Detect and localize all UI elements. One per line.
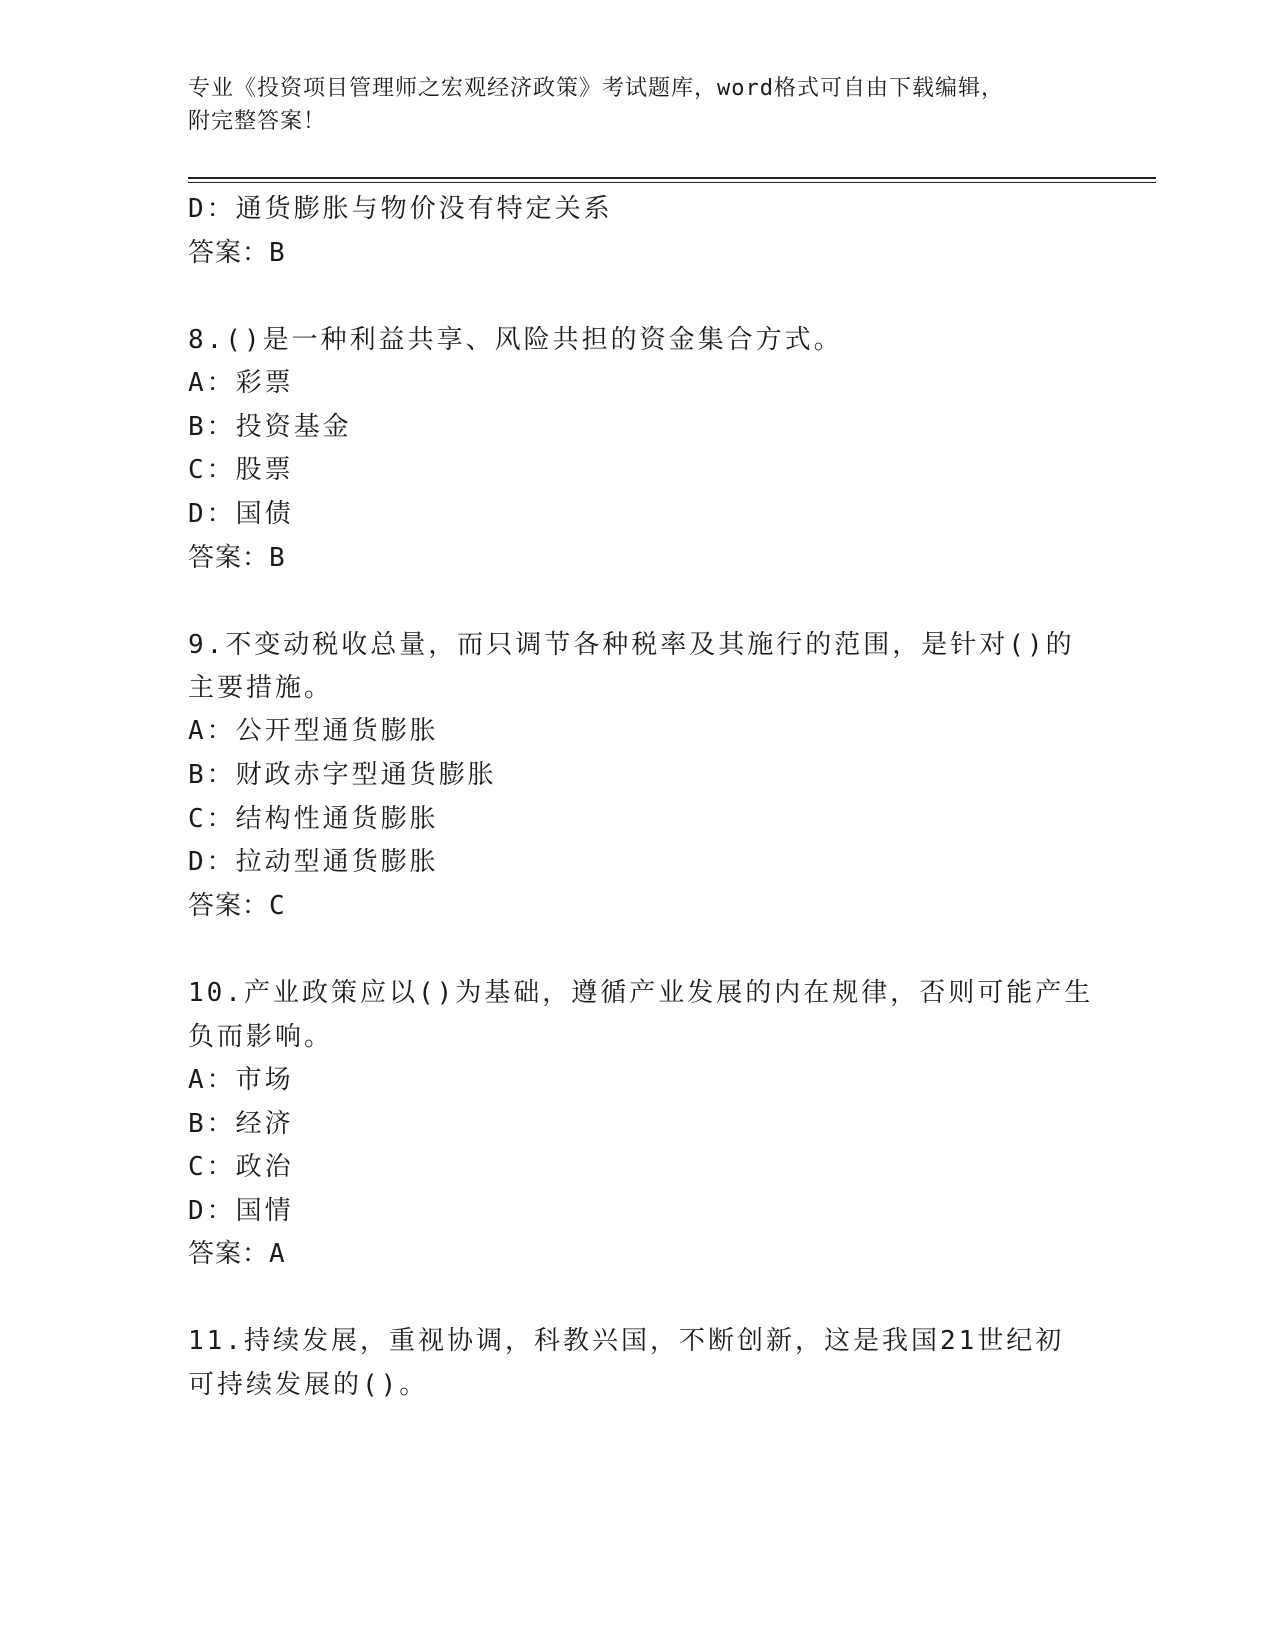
option-b: B：经济 bbox=[188, 1109, 294, 1139]
option-a: A：市场 bbox=[188, 1065, 294, 1095]
answer-line bbox=[188, 889, 286, 923]
option-b: B：财政赤字型通货膨胀 bbox=[188, 760, 497, 790]
answer-value: C bbox=[269, 891, 286, 921]
answer-label: 答案： bbox=[188, 238, 270, 268]
question-stem-11-line-2: 可持续发展的()。 bbox=[188, 1370, 429, 1400]
answer-line bbox=[188, 1237, 286, 1271]
document-header bbox=[188, 72, 1068, 138]
option-c: C：政治 bbox=[188, 1152, 294, 1182]
option-c: C：结构性通货膨胀 bbox=[188, 804, 439, 834]
question-stem-10-line-1: 10.产业政策应以()为基础，遵循产业发展的内在规律，否则可能产生 bbox=[188, 978, 1094, 1008]
question-stem-8: 8.()是一种利益共享、风险共担的资金集合方式。 bbox=[188, 325, 843, 355]
header-divider-thick bbox=[188, 177, 1156, 179]
answer-label: 答案： bbox=[188, 543, 270, 573]
option-c: C：股票 bbox=[188, 455, 294, 485]
answer-value: B bbox=[269, 238, 286, 268]
header-divider-thin bbox=[188, 182, 1156, 183]
option-d: D：通货膨胀与物价没有特定关系 bbox=[188, 194, 613, 224]
option-b: B：投资基金 bbox=[188, 412, 352, 442]
header-line-1: 专业《投资项目管理师之宏观经济政策》考试题库，word格式可自由下载编辑， bbox=[188, 76, 1004, 101]
answer-value: B bbox=[269, 543, 286, 573]
option-d: D：拉动型通货膨胀 bbox=[188, 847, 439, 877]
answer-label: 答案： bbox=[188, 1239, 270, 1269]
answer-line bbox=[188, 236, 286, 270]
question-stem-9-line-1: 9.不变动税收总量，而只调节各种税率及其施行的范围，是针对()的 bbox=[188, 630, 1075, 660]
option-a: A：彩票 bbox=[188, 368, 294, 398]
answer-value: A bbox=[269, 1239, 286, 1269]
option-d: D：国情 bbox=[188, 1196, 294, 1226]
question-stem-11-line-1: 11.持续发展，重视协调，科教兴国，不断创新，这是我国21世纪初 bbox=[188, 1326, 1065, 1356]
answer-line bbox=[188, 541, 286, 575]
option-d: D：国债 bbox=[188, 499, 294, 529]
question-stem-9-line-2: 主要措施。 bbox=[188, 673, 334, 703]
option-a: A：公开型通货膨胀 bbox=[188, 716, 439, 746]
header-line-2: 附完整答案！ bbox=[188, 109, 327, 134]
question-stem-10-line-2: 负而影响。 bbox=[188, 1022, 334, 1052]
answer-label: 答案： bbox=[188, 891, 270, 921]
